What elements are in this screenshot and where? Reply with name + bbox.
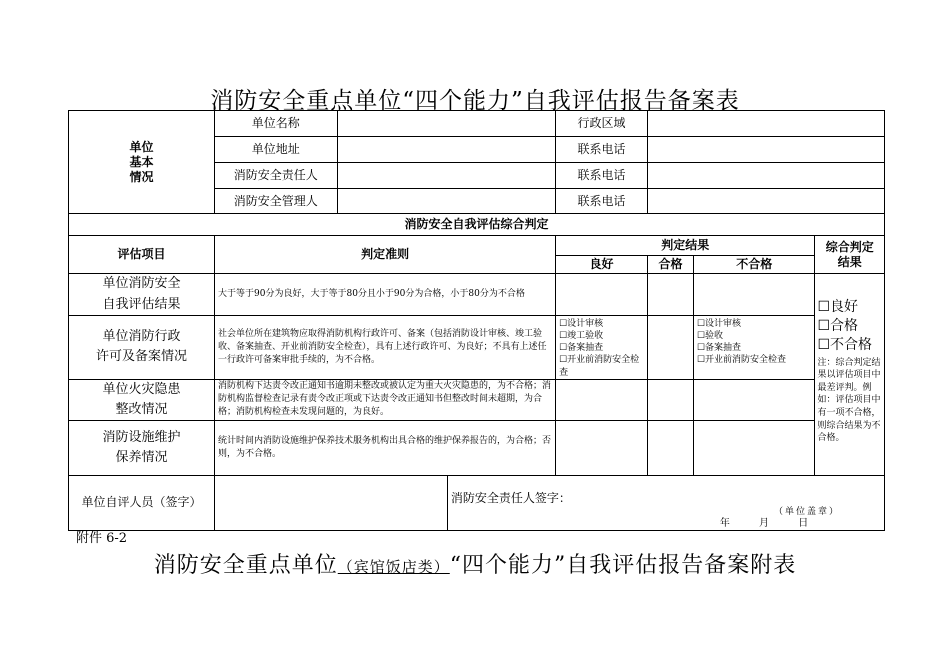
criteria-facility-maintenance: 统计时间内消防设施维护保养技术服务机构出具合格的维护保养报告的，为合格；否则，为不合格。 bbox=[215, 420, 556, 475]
unit-address-label: 单位地址 bbox=[215, 137, 338, 163]
header-criteria: 判定准则 bbox=[215, 236, 556, 274]
good-check-pre-opening[interactable]: ☐开业前消防安全检查 bbox=[559, 355, 640, 378]
header-overall: 综合判定 结果 bbox=[815, 236, 885, 274]
category-underlined: （宾馆饭店类） bbox=[337, 558, 450, 576]
good-check-spot-check[interactable]: ☐备案抽查 bbox=[559, 343, 604, 354]
pass-cell-3[interactable] bbox=[648, 379, 694, 420]
good-cell-4[interactable] bbox=[556, 420, 648, 475]
registration-form-table bbox=[68, 110, 885, 531]
admin-region-label: 行政区域 bbox=[556, 111, 648, 137]
header-good: 良好 bbox=[556, 256, 648, 274]
criteria-hazard-rectification: 消防机构下达责令改正通知书逾期未整改或被认定为重大火灾隐患的，为不合格；消防机构监督检查记录有责令改正项或下达责令改正通知书但整改时间未超期，为合格；消防机构检查未发现问题的，为良好。 bbox=[215, 379, 556, 420]
attachment-label: 附件 6-2 bbox=[76, 531, 128, 546]
fail-check-design-review[interactable]: ☐设计审核 bbox=[696, 319, 742, 329]
criteria-admin-permit: 社会单位所在建筑物应取得消防机构行政许可、备案（包括消防设计审核、竣工验收、备案抽查、开业前消防安全检查），具有上述行政许可、为良好；不具有上述任一行政许可备案审批手续的，为不合格。 bbox=[215, 316, 556, 380]
form-title: 消防安全重点单位“四个能力”自我评估报告备案表 bbox=[210, 88, 740, 114]
admin-region-field[interactable] bbox=[648, 111, 885, 137]
fail-cell-1[interactable] bbox=[693, 274, 815, 316]
responsible-person-label: 消防安全责任人 bbox=[215, 163, 338, 189]
basic-info-section-label: 单位 基本 情况 bbox=[69, 111, 215, 214]
manager-label: 消防安全管理人 bbox=[215, 189, 338, 214]
self-eval-signer-label: 单位自评人员（签字） bbox=[69, 475, 215, 530]
good-checklist bbox=[556, 316, 648, 380]
unit-name-label: 单位名称 bbox=[215, 111, 338, 137]
good-cell-3[interactable] bbox=[556, 379, 648, 420]
fail-cell-4[interactable] bbox=[693, 420, 815, 475]
overall-result-cell bbox=[815, 274, 885, 476]
phone-field-3[interactable] bbox=[648, 189, 885, 214]
fail-cell-3[interactable] bbox=[693, 379, 815, 420]
header-pass: 合格 bbox=[648, 256, 694, 274]
pass-cell-4[interactable] bbox=[648, 420, 694, 475]
item-self-assessment: 单位消防安全 自我评估结果 bbox=[69, 274, 215, 316]
responsible-signature-label: 消防安全责任人签字： bbox=[450, 490, 571, 505]
unit-name-field[interactable] bbox=[337, 111, 556, 137]
fail-checklist bbox=[693, 316, 815, 380]
item-hazard-rectification: 单位火灾隐患 整改情况 bbox=[69, 379, 215, 420]
section-title: 消防安全自我评估综合判定 bbox=[69, 214, 885, 236]
good-check-acceptance[interactable]: ☐竣工验收 bbox=[559, 331, 604, 342]
overall-fail-checkbox[interactable]: ☐不合格 bbox=[817, 336, 873, 353]
phone-label-2: 联系电话 bbox=[556, 163, 648, 189]
fail-check-spot-check[interactable]: ☐备案抽查 bbox=[696, 343, 742, 354]
unit-address-field[interactable] bbox=[337, 137, 556, 163]
overall-good-checkbox[interactable]: ☐良好 bbox=[817, 299, 859, 315]
fail-check-acceptance[interactable]: ☐验收 bbox=[696, 331, 724, 342]
header-item: 评估项目 bbox=[69, 236, 215, 274]
appendix-title: 消防安全重点单位（宾馆饭店类）“四个能力”自我评估报告备案附表 bbox=[153, 553, 797, 578]
phone-label-3: 联系电话 bbox=[556, 189, 648, 214]
unit-seal-label: （单位盖章） bbox=[773, 506, 840, 517]
overall-note: 注：综合判定结果以评估项目中最差评判。例如：评估项目中有一项不合格，则综合结果为不合格。 bbox=[817, 357, 881, 444]
phone-label-1: 联系电话 bbox=[556, 137, 648, 163]
self-eval-signature-field[interactable] bbox=[215, 475, 448, 530]
pass-cell-1[interactable] bbox=[648, 274, 694, 316]
criteria-self-assessment: 大于等于90分为良好，大于等于80分且小于90分为合格，小于80分为不合格 bbox=[215, 274, 556, 316]
header-result: 判定结果 bbox=[556, 236, 815, 256]
phone-field-1[interactable] bbox=[648, 137, 885, 163]
item-admin-permit: 单位消防行政 许可及备案情况 bbox=[69, 316, 215, 380]
header-fail: 不合格 bbox=[693, 256, 815, 274]
phone-field-2[interactable] bbox=[648, 163, 885, 189]
pass-cell-2[interactable] bbox=[648, 316, 694, 380]
item-facility-maintenance: 消防设施维护 保养情况 bbox=[69, 420, 215, 475]
good-check-design-review[interactable]: ☐设计审核 bbox=[559, 319, 604, 329]
responsible-signature-field[interactable] bbox=[447, 475, 884, 530]
good-cell-1[interactable] bbox=[556, 274, 648, 316]
overall-pass-checkbox[interactable]: ☐合格 bbox=[817, 317, 859, 334]
date-label: 年 月 日 bbox=[719, 517, 809, 529]
manager-field[interactable] bbox=[337, 189, 556, 214]
fail-check-pre-opening[interactable]: ☐开业前消防安全检查 bbox=[696, 355, 787, 366]
responsible-person-field[interactable] bbox=[337, 163, 556, 189]
